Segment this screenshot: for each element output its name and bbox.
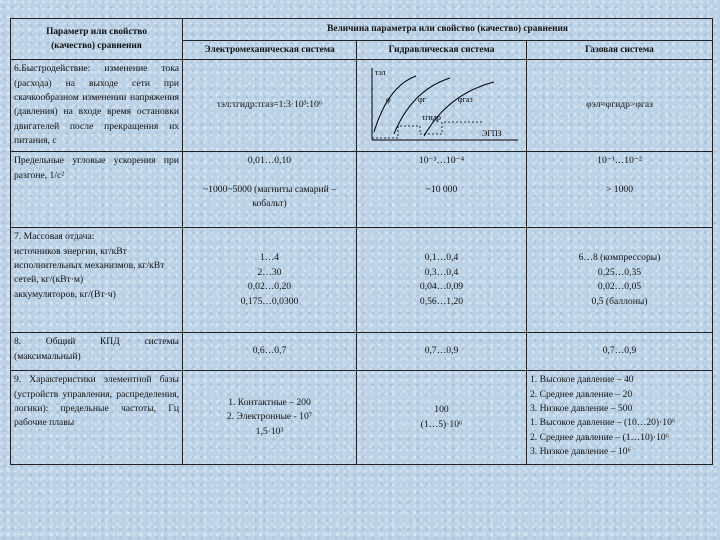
row7-hydro-3: 0,56…1,20: [419, 295, 464, 307]
row9-hydro-0: 100: [434, 404, 449, 416]
header-group: Величина параметра или свойство (качество) сравнения: [183, 19, 713, 41]
row9-gas-3: 1. Высокое давление – (10…20)·10⁶: [530, 417, 676, 429]
row7-gas-3: 0,5 (баллоны): [591, 295, 648, 307]
row9-electro: [183, 371, 357, 465]
row-acc-electro: [183, 152, 357, 228]
comparison-table: [10, 18, 713, 465]
label-phi: φ: [385, 95, 391, 105]
header-gas: Газовая система: [527, 41, 713, 60]
row9-hydro-1: (1…5)·10⁶: [420, 418, 463, 430]
row7-gas-0: 6…8 (компрессоры): [578, 252, 661, 264]
row7-electro-0: 1…4: [259, 252, 280, 264]
row-acc-hydro: [357, 152, 527, 228]
header-electro: Электромеханическая система: [183, 41, 357, 60]
row8-electro: 0,6…0,7: [183, 333, 357, 371]
row-acc-parameter: Предельные угловые ускорения при разгоне, 1/с²: [11, 152, 183, 228]
label-t-gidr: τгидр: [421, 113, 441, 123]
row7-hydro-1: 0,3…0,4: [424, 266, 459, 278]
row7-line-3: сетей, кг/(кВт·м): [14, 274, 84, 286]
row9-gas-0: 1. Высокое давление – 40: [530, 374, 634, 386]
row7-electro-3: 0,175…0,0300: [240, 295, 299, 307]
label-phi-gaz: φгаз: [457, 95, 473, 105]
row-acc-gas: [527, 152, 713, 228]
row9-electro-0: 1. Контактные – 200: [228, 397, 311, 409]
row7-gas: [527, 228, 713, 333]
row9-gas-1: 2. Среднее давление – 20: [530, 388, 633, 400]
curve-electro: [374, 76, 416, 132]
acc-electro-2: ~1000~5000 (магниты самарий – кобальт): [202, 183, 336, 209]
header-parameter: [11, 19, 183, 60]
diagram-step-line: [372, 122, 482, 138]
row9-gas: [527, 371, 713, 465]
row7-electro-2: 0,02…0,20: [247, 281, 292, 293]
row6-diagram-cell: [357, 60, 527, 152]
row9-electro-2: 1,5·10³: [255, 425, 284, 437]
row9-electro-1: 2. Электронные - 10⁷: [226, 411, 313, 423]
row7-gas-2: 0,02…0,05: [597, 281, 642, 293]
row6-parameter: 6.Быстродействие: изменение тока (расхода) на выходе сети при скачкообразном изменении напряжения (давления) на входе время остановки двигателей после прекращения их питания, с: [11, 60, 183, 152]
acc-hydro-1: 10⁻³…10⁻⁴: [418, 155, 465, 167]
response-time-diagram: [362, 64, 522, 146]
curve-hydro: [394, 78, 450, 134]
label-t-el: τэл: [374, 68, 385, 78]
row6-gas: φэл≈φгидр>φгаз: [527, 60, 713, 152]
row7-parameter: [11, 228, 183, 333]
label-phi-g: φг: [417, 95, 426, 105]
row7-electro: [183, 228, 357, 333]
row7-electro-1: 2…30: [257, 266, 282, 278]
row7-hydro-0: 0,1…0,4: [424, 252, 459, 264]
header-parameter-line1: Параметр или свойство: [46, 26, 147, 37]
row7-gas-1: 0,25…0,35: [597, 266, 642, 278]
row7-hydro: [357, 228, 527, 333]
acc-electro-1: 0,01…0,10: [247, 155, 292, 167]
row7-line-0: 7. Массовая отдача:: [14, 231, 95, 243]
header-hydro: Гидравлическая система: [357, 41, 527, 60]
row9-hydro: [357, 371, 527, 465]
row7-hydro-2: 0,04…0,09: [419, 281, 464, 293]
row8-gas: 0,7…0,9: [527, 333, 713, 371]
row8-hydro: 0,7…0,9: [357, 333, 527, 371]
header-parameter-line2: (качество) сравнения: [51, 41, 142, 52]
row9-gas-4: 2. Среднее давление – (1…10)·10⁶: [530, 431, 670, 443]
row9-gas-5: 3. Низкое давление – 10⁶: [530, 446, 631, 458]
row6-electro: τэл:τгидр:τгаз=1:3·10³:10⁶: [183, 60, 357, 152]
row7-line-1: источников энергии, кг/кВт: [14, 245, 127, 257]
row7-line-4: аккумуляторов, кг/(Вт·ч): [14, 288, 116, 300]
row9-gas-2: 3. Низкое давление – 500: [530, 402, 633, 414]
label-i-q: ЭГПЗ: [481, 129, 502, 139]
acc-gas-1: 10⁻¹…10⁻²: [597, 155, 642, 167]
acc-gas-2: > 1000: [606, 183, 633, 195]
row7-line-2: исполнительных механизмов, кг/кВт: [14, 259, 165, 271]
row8-parameter: 8. Общий КПД системы (максимальный): [11, 333, 183, 371]
row9-parameter: 9. Характеристики элементной базы (устройств управления, распределения, логики): предельные частоты, Гц рабочие плавы: [11, 371, 183, 465]
acc-hydro-2: ~10 000: [425, 183, 458, 195]
